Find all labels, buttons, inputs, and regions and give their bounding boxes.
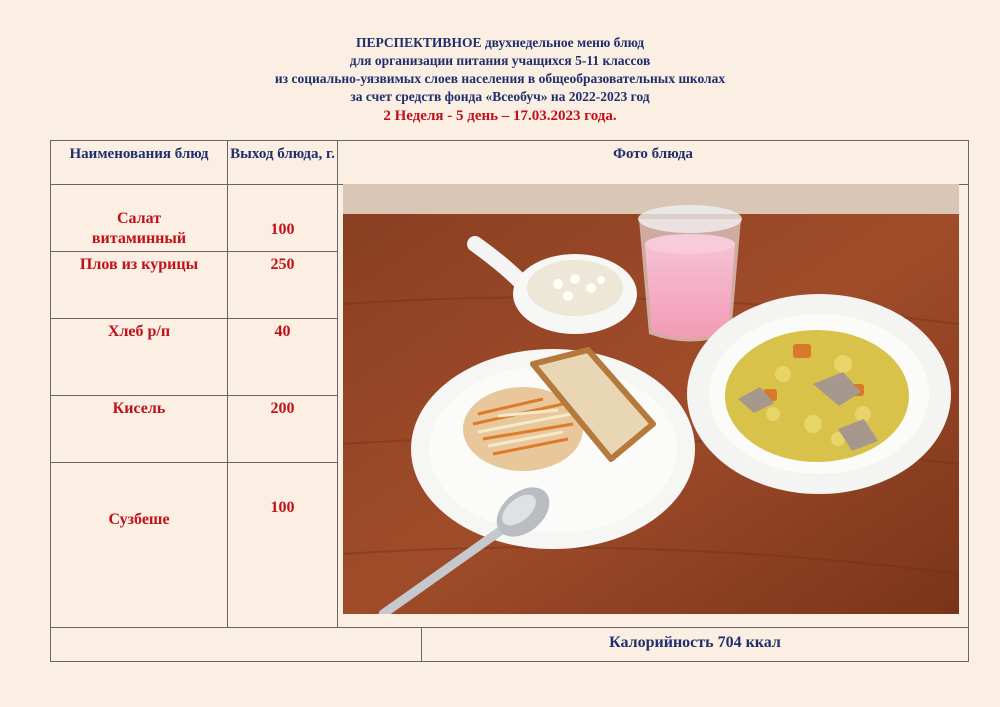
dish-name: Хлеб р/п <box>50 318 228 396</box>
footer-empty-cell <box>50 627 422 662</box>
dish-weight: 250 <box>227 251 338 319</box>
meal-photo <box>343 184 959 614</box>
header-subtitle-2: из социально-уязвимых слоев населения в общеобразовательных школах <box>274 71 726 86</box>
dish-weight: 40 <box>227 318 338 396</box>
meal-photo-image <box>343 184 959 614</box>
calories-total: Калорийность 704 ккал <box>421 627 969 662</box>
dish-name: Плов из курицы <box>50 251 228 319</box>
dish-name: Салат витаминный <box>50 184 228 252</box>
col-header-dish: Наименования блюд <box>50 140 228 185</box>
header-subtitle-1: для организации питания учащихся 5-11 классов <box>349 53 651 68</box>
dish-name: Кисель <box>50 395 228 463</box>
header-title: ПЕРСПЕКТИВНОЕ двухнедельное меню блюд <box>355 35 645 50</box>
dish-weight: 200 <box>227 395 338 463</box>
dish-weight: 100 <box>227 462 338 628</box>
dish-weight: 100 <box>227 184 338 252</box>
header-subtitle-3: за счет средств фонда «Всеобуч» на 2022-2023 год <box>350 89 650 104</box>
dish-name: Сузбеше <box>50 462 228 628</box>
col-header-output: Выход блюда, г. <box>227 140 338 185</box>
header-date: 2 Неделя - 5 день – 17.03.2023 года. <box>383 108 617 124</box>
menu-header <box>0 34 1000 126</box>
col-header-photo: Фото блюда <box>337 140 969 185</box>
